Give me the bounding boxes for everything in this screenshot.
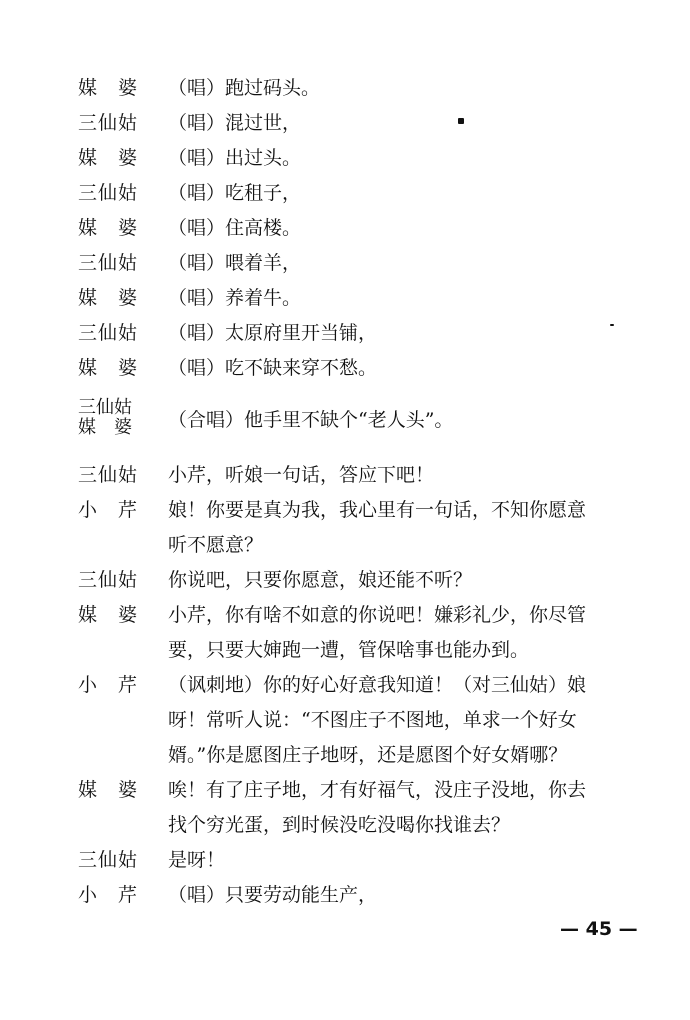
speaker: 三仙姑 xyxy=(78,569,139,591)
speaker: 媒 婆 xyxy=(78,604,139,626)
speaker: 小 芹 xyxy=(78,674,139,696)
line-text: （唱）喂着羊， xyxy=(168,252,302,274)
line-text: （合唱）他手里不缺个“老人头”。 xyxy=(168,409,454,431)
line-text: 要，只要大婶跑一遭，管保啥事也能办到。 xyxy=(168,639,530,661)
speaker: 媒 婆 xyxy=(78,147,139,169)
line-text: 是呀！ xyxy=(168,849,226,871)
speaker: 三仙姑 xyxy=(78,464,139,486)
ink-speck xyxy=(458,118,464,124)
speaker: 三仙姑 xyxy=(78,397,132,418)
speaker: 三仙姑 xyxy=(78,252,139,274)
line-text: （唱）跑过码头。 xyxy=(168,77,321,99)
line-text: 娘！你要是真为我，我心里有一句话，不知你愿意 xyxy=(168,499,587,521)
speaker: 媒 婆 xyxy=(78,417,132,438)
speaker: 小 芹 xyxy=(78,884,139,906)
line-text: 呀！常听人说：“不图庄子不图地，单求一个好女 xyxy=(168,709,577,731)
line-text: 小芹，你有啥不如意的你说吧！嫌彩礼少，你尽管 xyxy=(168,604,587,626)
line-text: （唱）太原府里开当铺， xyxy=(168,322,378,344)
line-text: （唱）吃不缺来穿不愁。 xyxy=(168,357,378,379)
line-text: （唱）只要劳动能生产， xyxy=(168,884,378,906)
speaker: 三仙姑 xyxy=(78,849,139,871)
speaker: 媒 婆 xyxy=(78,287,139,309)
speaker: 三仙姑 xyxy=(78,112,139,134)
line-text: 唉！有了庄子地，才有好福气，没庄子没地，你去 xyxy=(168,779,587,801)
line-text: 小芹，听娘一句话，答应下吧！ xyxy=(168,464,435,486)
line-text: 听不愿意？ xyxy=(168,534,264,556)
line-text: （唱）住高楼。 xyxy=(168,217,302,239)
ink-speck xyxy=(610,324,614,326)
speaker: 三仙姑 xyxy=(78,182,139,204)
joint-line xyxy=(0,398,690,442)
line-text: 你说吧，只要你愿意，娘还能不听？ xyxy=(168,569,473,591)
speaker: 小 芹 xyxy=(78,499,139,521)
line-text: （唱）养着牛。 xyxy=(168,287,302,309)
speaker: 媒 婆 xyxy=(78,217,139,239)
line-text: 婿。”你是愿图庄子地呀，还是愿图个好女婿哪？ xyxy=(168,744,568,766)
speaker: 媒 婆 xyxy=(78,779,139,801)
speaker: 媒 婆 xyxy=(78,357,139,379)
speaker: 三仙姑 xyxy=(78,322,139,344)
page-number: — 45 — xyxy=(560,918,638,940)
line-text: 找个穷光蛋，到时候没吃没喝你找谁去？ xyxy=(168,814,511,836)
line-text: （讽刺地）你的好心好意我知道！（对三仙姑）娘 xyxy=(168,674,587,696)
speaker: 媒 婆 xyxy=(78,77,139,99)
line-text: （唱）混过世， xyxy=(168,112,302,134)
line-text: （唱）出过头。 xyxy=(168,147,302,169)
line-text: （唱）吃租子， xyxy=(168,182,302,204)
